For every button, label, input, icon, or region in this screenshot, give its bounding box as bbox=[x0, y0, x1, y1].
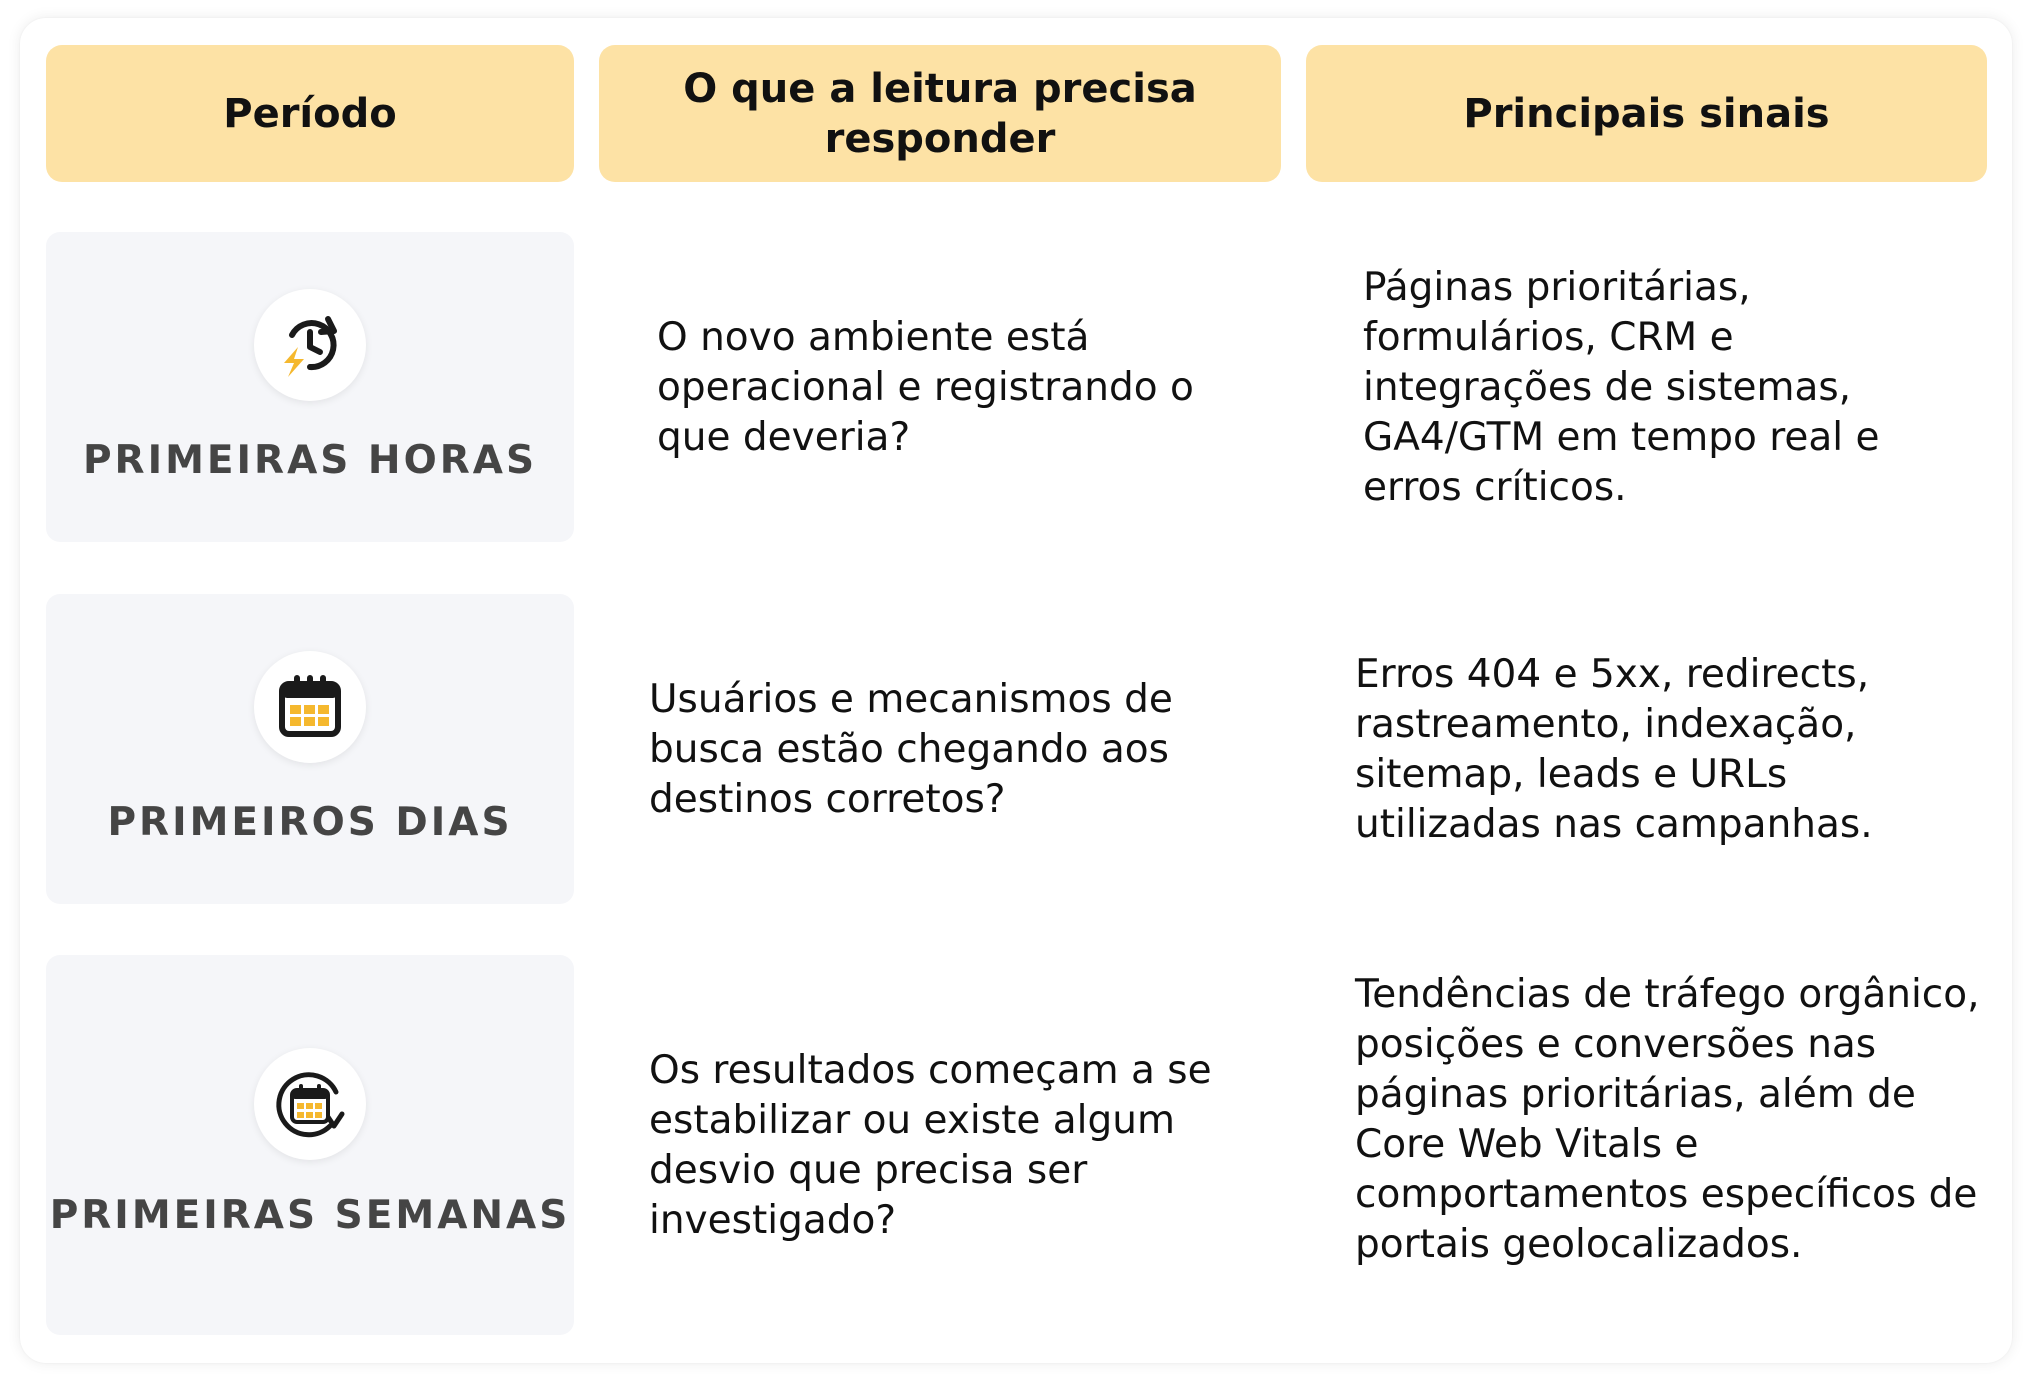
header-question: O que a leitura precisa responder bbox=[599, 45, 1281, 182]
clock-lightning-icon bbox=[254, 289, 366, 401]
header-period: Período bbox=[46, 45, 574, 182]
signals-text: Tendências de tráfego orgânico, posições e conversões nas páginas prioritárias, além de Core Web Vitals e comportamentos específicos de portais geolocalizados. bbox=[1355, 972, 1980, 1267]
period-cell-hours bbox=[46, 232, 574, 542]
signals-text: Páginas prioritárias, formulários, CRM e integrações de sistemas, GA4/GTM em tempo real e erros críticos. bbox=[1363, 265, 1880, 510]
signals-text: Erros 404 e 5xx, redirects, rastreamento, indexação, sitemap, leads e URLs utilizadas nas campanhas. bbox=[1355, 652, 1873, 847]
period-label: PRIMEIRAS SEMANAS bbox=[49, 1193, 571, 1238]
period-cell-days bbox=[46, 594, 574, 904]
question-text: Os resultados começam a se estabilizar ou existe algum desvio que precisa ser investigado? bbox=[649, 1048, 1212, 1243]
calendar-cycle-icon bbox=[254, 1048, 366, 1160]
period-label: PRIMEIRAS HORAS bbox=[82, 438, 538, 483]
question-text: O novo ambiente está operacional e registrando o que deveria? bbox=[657, 315, 1194, 460]
period-label: PRIMEIROS DIAS bbox=[107, 800, 513, 845]
question-text: Usuários e mecanismos de busca estão chegando aos destinos corretos? bbox=[649, 677, 1173, 822]
header-signals: Principais sinais bbox=[1306, 45, 1987, 182]
calendar-icon bbox=[254, 651, 366, 763]
period-cell-weeks bbox=[46, 955, 574, 1335]
